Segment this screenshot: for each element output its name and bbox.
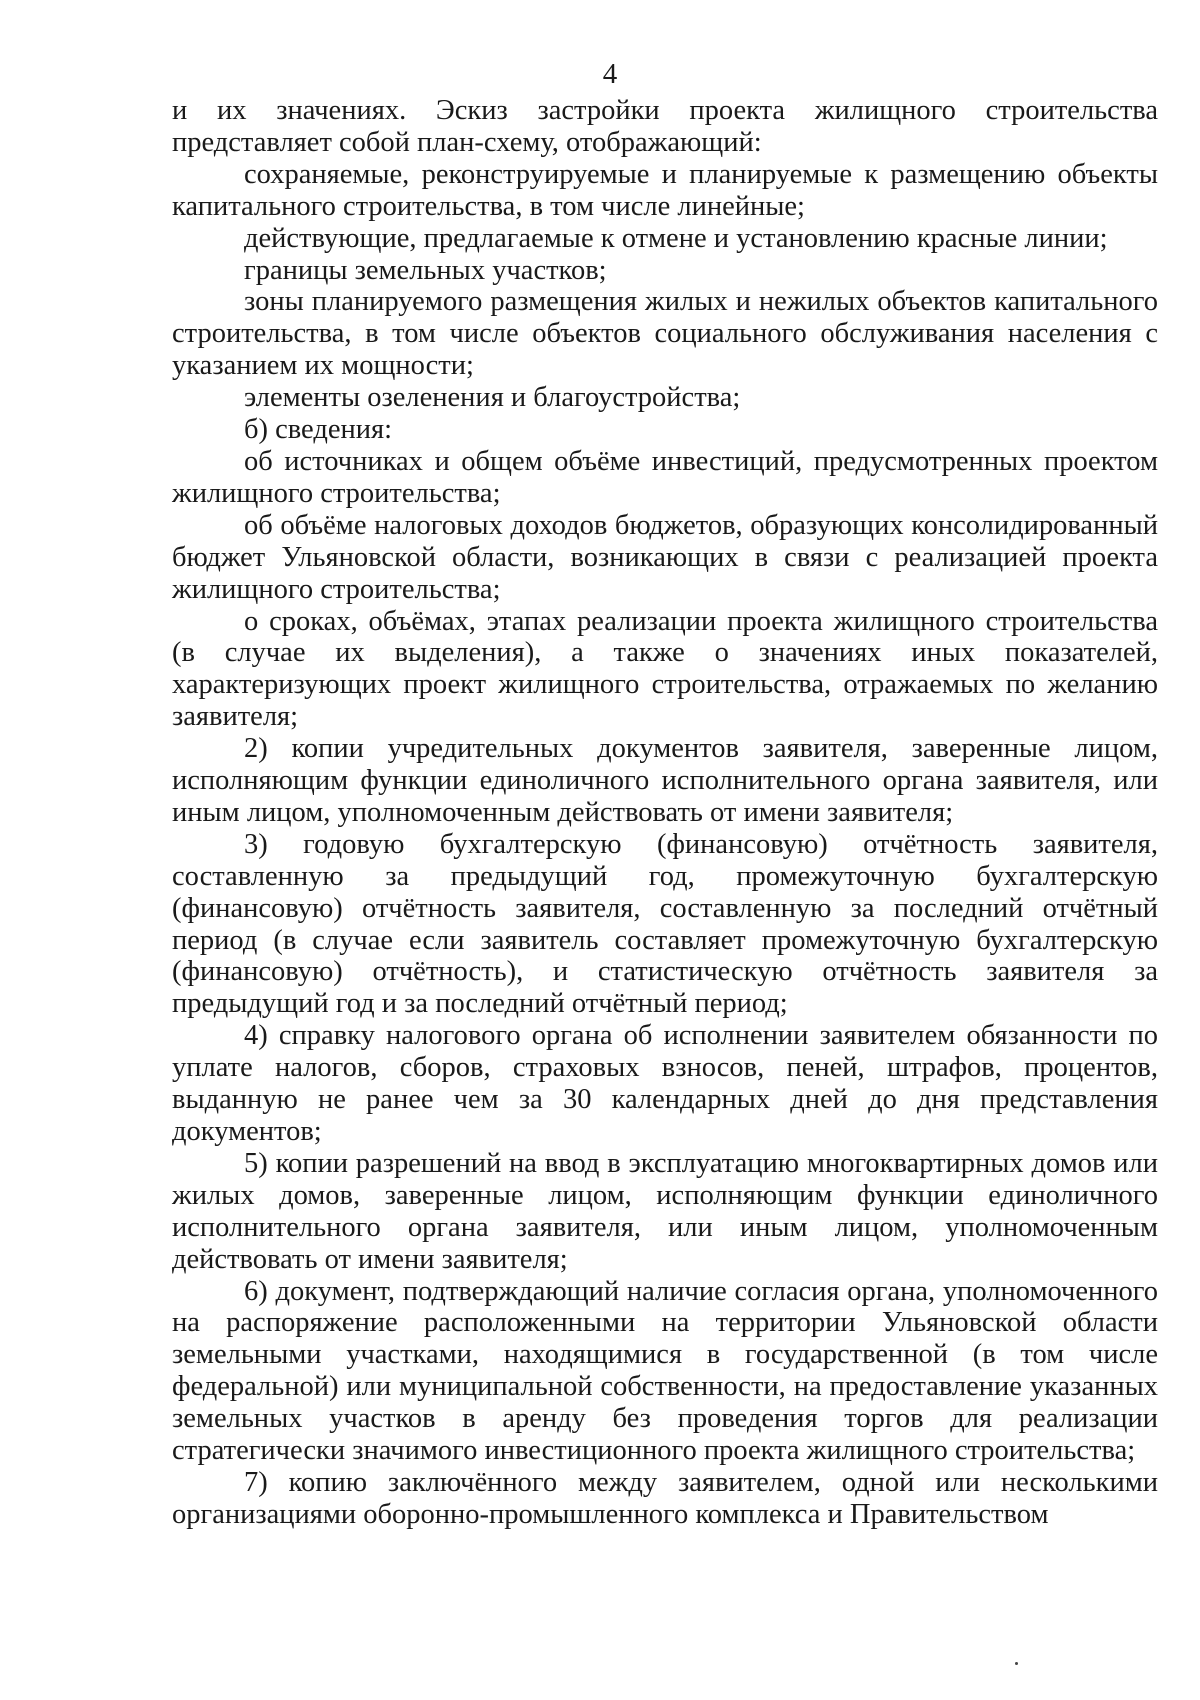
paragraph-timelines: о сроках, объёмах, этапах реализации проекта жилищного строительства (в случае их выделения), а также о значениях иных показателей, характеризующих проект жилищного строительства, отражаемых по желанию заявителя; <box>172 605 1158 733</box>
scan-artifact-dot <box>1015 1662 1018 1665</box>
paragraph-item-5: 5) копии разрешений на ввод в эксплуатацию многоквартирных домов или жилых домов, заверенные лицом, исполняющим функции единоличного исполнительного органа заявителя, или иным лицом, уполномоченным действовать от имени заявителя; <box>172 1147 1158 1275</box>
paragraph-item-2: 2) копии учредительных документов заявителя, заверенные лицом, исполняющим функции единоличного исполнительного органа заявителя, или иным лицом, уполномоченным действовать от имени заявителя; <box>172 733 1158 828</box>
paragraph-item-3: 3) годовую бухгалтерскую (финансовую) отчётность заявителя, составленную за предыдущий год, промежуточную бухгалтерскую (финансовую) отчётность заявителя, составленную за последний отчётный период (в случае если заявитель составляет промежуточную бухгалтерскую (финансовую) отчётность), и статистическую отчётность заявителя за предыдущий год и за последний отчётный период; <box>172 828 1158 1020</box>
paragraph-investments: об источниках и общем объёме инвестиций, предусмотренных проектом жилищного строительства; <box>172 445 1158 509</box>
paragraph-red-lines: действующие, предлагаемые к отмене и установлению красные линии; <box>244 222 1108 254</box>
paragraph-continuation: и их значениях. Эскиз застройки проекта жилищного строительства представляет собой план-схему, отображающий: <box>172 95 1158 158</box>
page-number: 4 <box>602 58 618 90</box>
paragraph-item-4: 4) справку налогового органа об исполнении заявителем обязанности по уплате налогов, сборов, страховых взносов, пеней, штрафов, процентов, выданную не ранее чем за 30 календарных дней до дня представления документов; <box>172 1020 1158 1147</box>
paragraph-item-6: 6) документ, подтверждающий наличие согласия органа, уполномоченного на распоряжение расположенными на территории Ульяновской области земельными участками, находящимися в государственной (в том числе федеральной) или муниципальной собственности, на предоставление указанных земельных участков в аренду без проведения торгов для реализации стратегически значимого инвестиционного проекта жилищного строительства; <box>172 1275 1158 1467</box>
paragraph-tax-revenue: об объёме налоговых доходов бюджетов, образующих консолидированный бюджет Ульяновской области, возникающих в связи с реализацией проекта жилищного строительства; <box>172 509 1158 605</box>
paragraph-b-information: б) сведения: <box>244 414 393 446</box>
paragraph-land-boundaries: границы земельных участков; <box>244 254 607 286</box>
document-body <box>172 95 1158 1531</box>
paragraph-placement-zones: зоны планируемого размещения жилых и нежилых объектов капитального строительства, в том числе объектов социального обслуживания населения с указанием их мощности; <box>172 286 1158 382</box>
paragraph-preserved-objects: сохраняемые, реконструируемые и планируемые к размещению объекты капитального строительства, в том числе линейные; <box>172 158 1158 222</box>
paragraph-landscaping: элементы озеленения и благоустройства; <box>244 382 741 414</box>
paragraph-item-7: 7) копию заключённого между заявителем, одной или несколькими организациями оборонно-промышленного комплекса и Правительством <box>172 1466 1158 1530</box>
